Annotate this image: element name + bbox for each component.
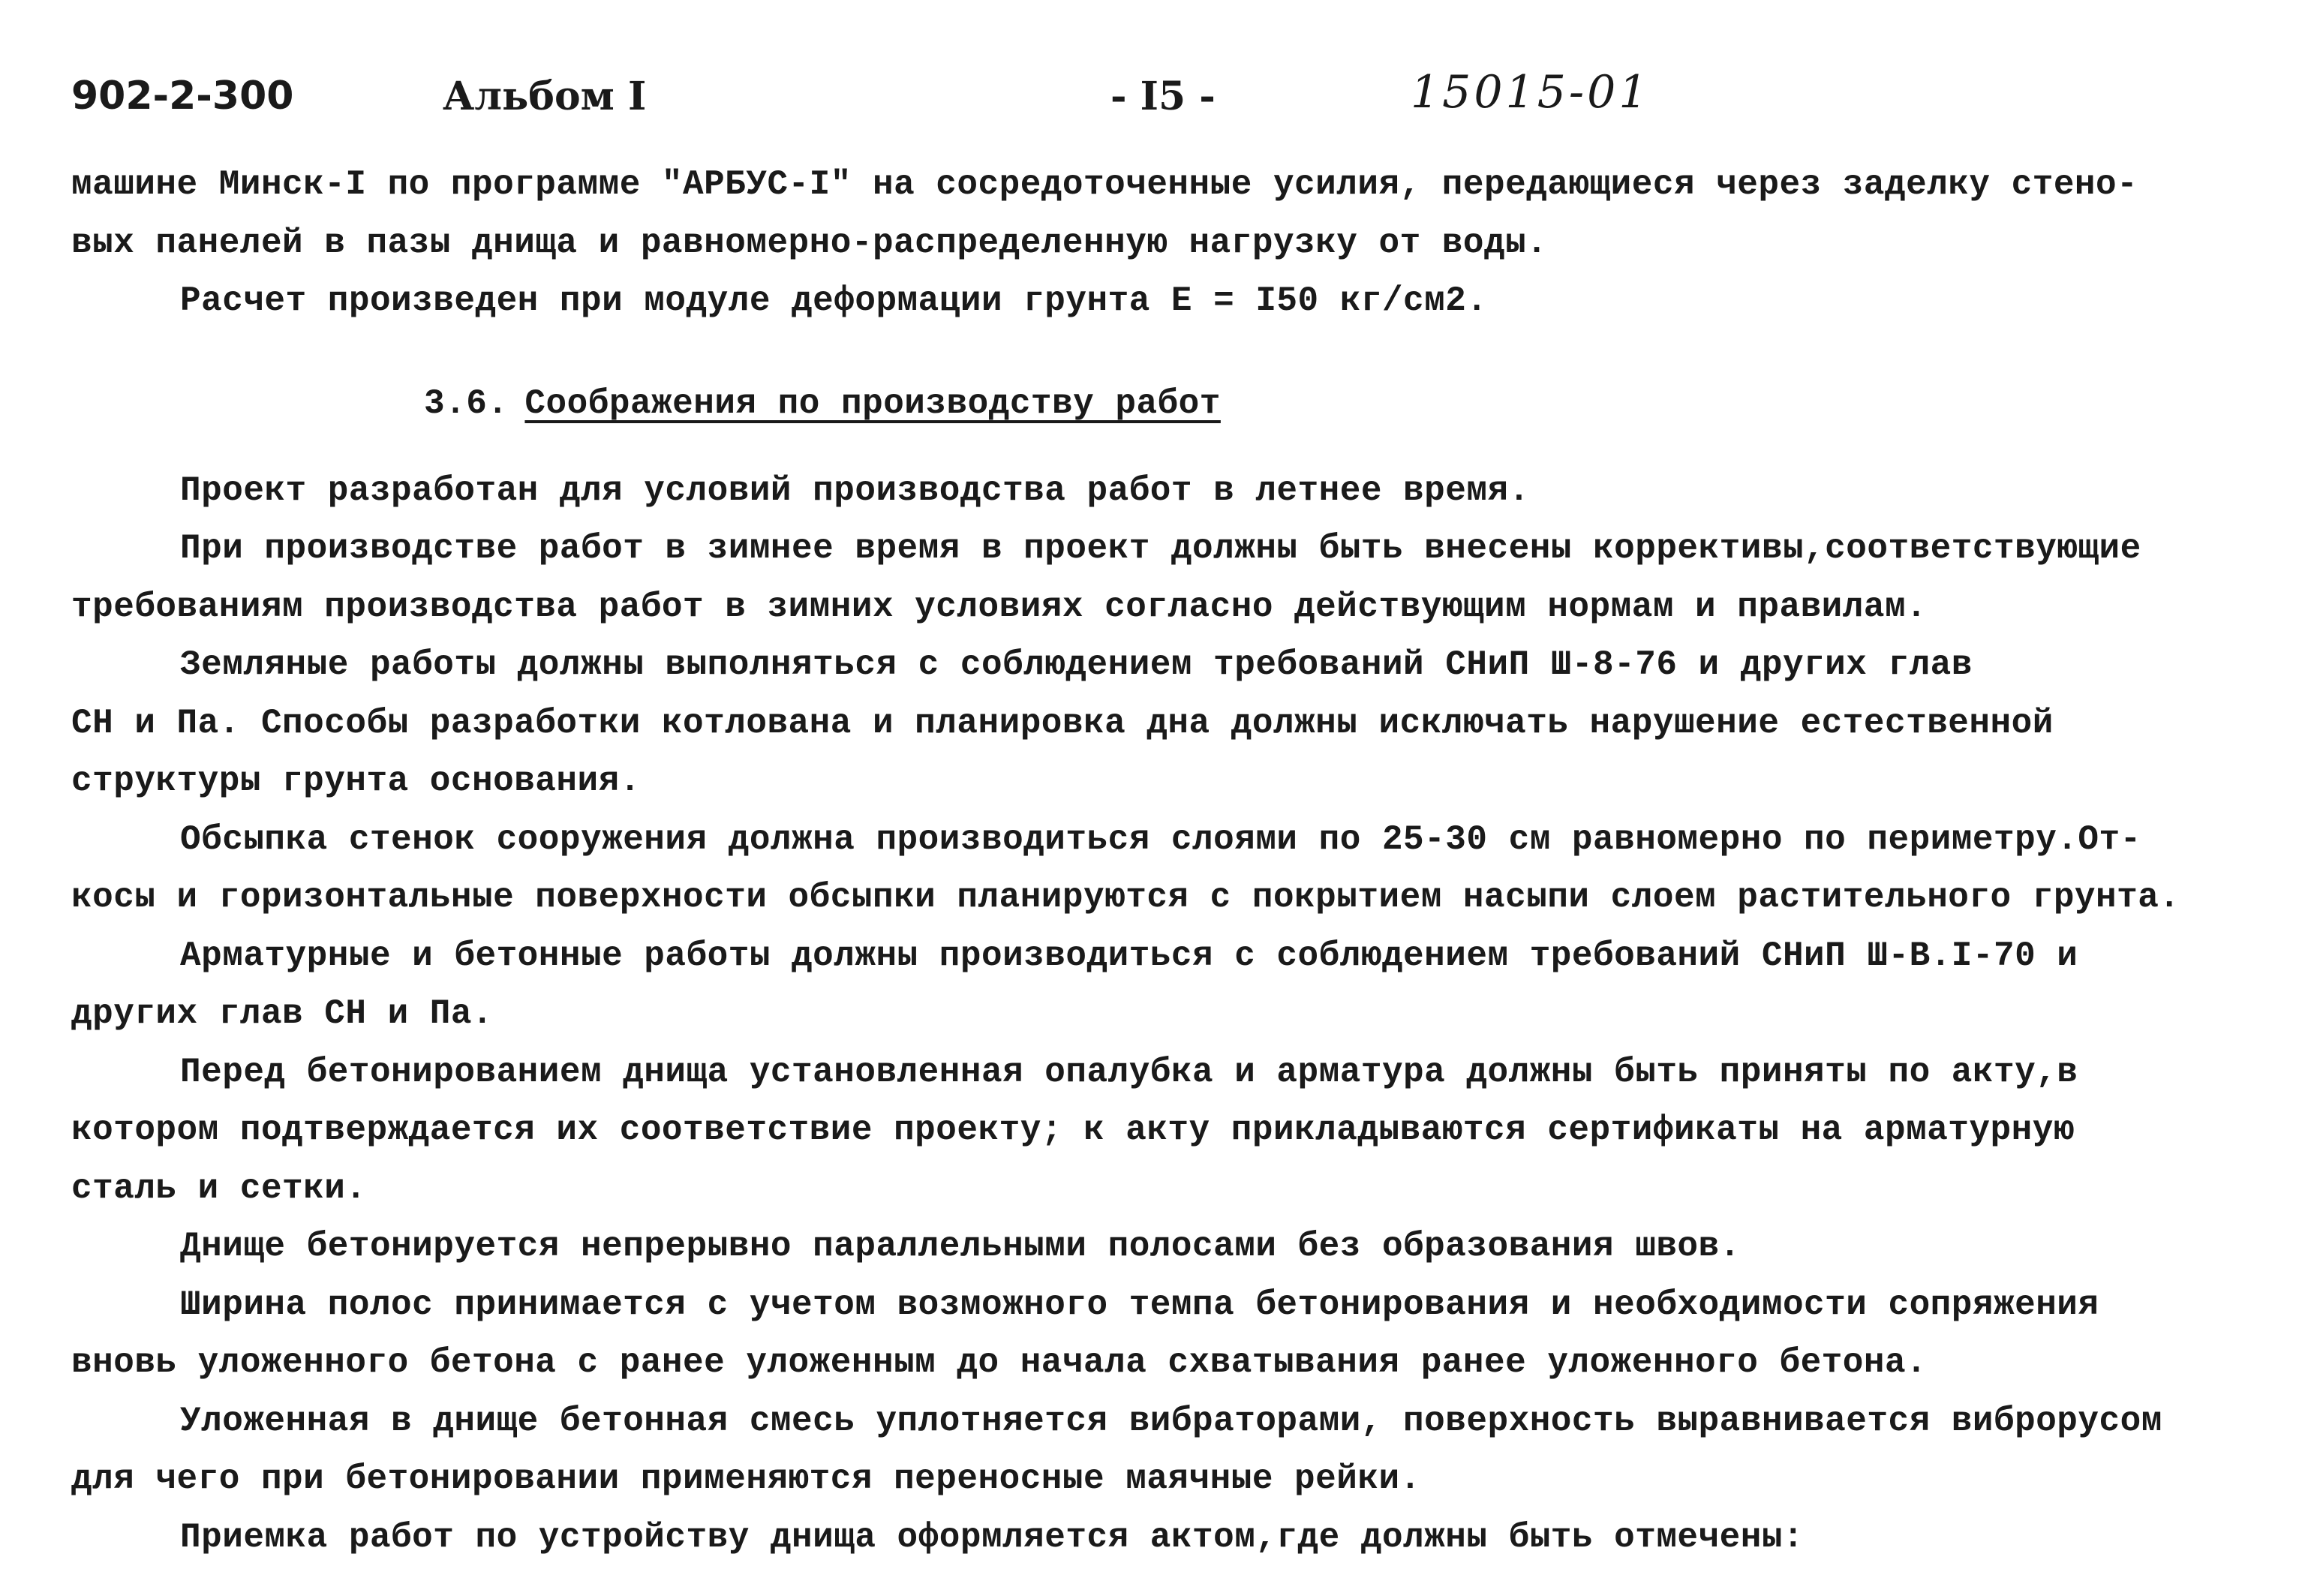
text-line: Днище бетонируется непрерывно параллельными полосами без образования швов. [180,1227,1741,1266]
page-header [0,66,2305,126]
text-line: косы и горизонтальные поверхности обсыпки планируются с покрытием насыпи слоем растительного грунта. [71,878,2180,917]
text-line: вновь уложенного бетона с ранее уложенным до начала схватывания ранее уложенного бетона. [71,1343,1928,1382]
handwritten-number: 15015-01 [1411,66,1651,119]
text-line: машине Минск-I по программе "АРБУС-I" на сосредоточенные усилия, передающиеся через заделку стено- [71,165,2138,204]
text-line: котором подтверждается их соответствие проекту; к акту прикладываются сертификаты на арматурную [71,1111,2075,1150]
document-code: 902-2-300 [71,74,294,119]
section-number: 3.6. [424,383,509,423]
text-line: СН и Па. Способы разработки котлована и планировка дна должны исключать нарушение естественной [71,703,2054,743]
text-line: для чего при бетонировании применяются переносные маячные рейки. [71,1459,1421,1498]
album-label: Альбом I [443,74,647,119]
text-line: других глав СН и Па. [71,994,494,1033]
text-line: Расчет произведен при модуле деформации грунта Е = I50 кг/см2. [180,281,1488,320]
text-line: сталь и сетки. [71,1168,367,1208]
text-line: Ширина полос принимается с учетом возможного темпа бетонирования и необходимости сопряжения [180,1285,2099,1324]
text-line: вых панелей в пазы днища и равномерно-распределенную нагрузку от воды. [71,223,1548,263]
section-heading [71,346,2292,462]
text-line: При производстве работ в зимнее время в проект должны быть внесены коррективы,соответствующие [180,529,2141,568]
text-line: требованиям производства работ в зимних условиях согласно действующим нормам и правилам. [71,587,1928,627]
section-title: Соображения по производству работ [524,383,1221,423]
text-line: структуры грунта основания. [71,762,641,801]
text-line: Уложенная в днище бетонная смесь уплотняется вибраторами, поверхность выравнивается виброрусом [180,1401,2162,1441]
text-line: Проект разработан для условий производства работ в летнее время. [180,470,1530,510]
section-heading-wrap [71,331,2292,462]
text-line: Арматурные и бетонные работы должны производиться с соблюдением требований СНиП Ш-В.I-70 и [180,936,2078,975]
document-body [71,156,2292,1567]
page-number: - I5 - [1110,74,1216,119]
text-line: Обсыпка стенок сооружения должна производиться слоями по 25-30 см равномерно по периметру.От- [180,819,2141,859]
text-line: Земляные работы должны выполняться с соблюдением требований СНиП Ш-8-76 и других глав [180,645,1973,684]
text-line: Приемка работ по устройству днища оформляется актом,где должны быть отмечены: [180,1517,1805,1557]
text-line: Перед бетонированием днища установленная опалубка и арматура должны быть приняты по акту,в [180,1052,2078,1092]
